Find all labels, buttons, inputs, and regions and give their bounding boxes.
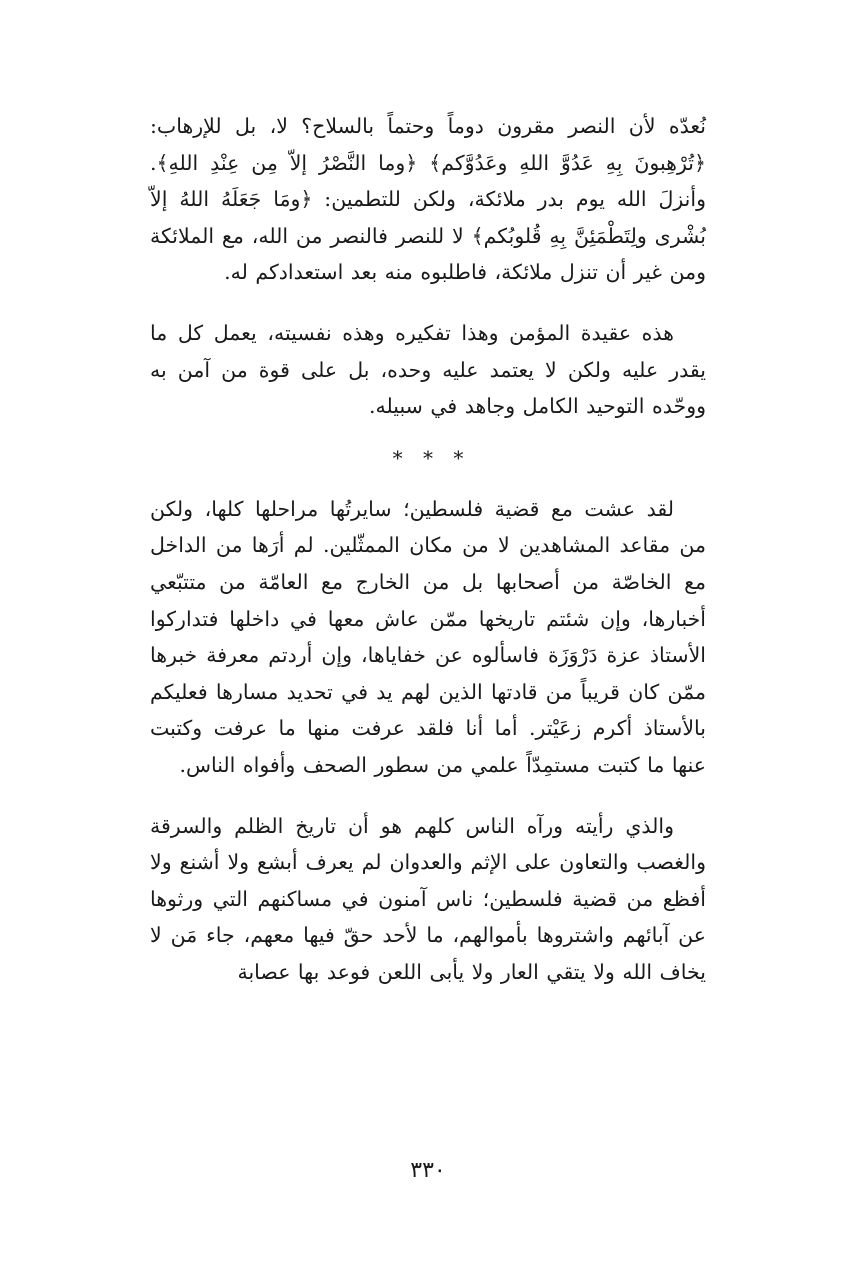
paragraph-4: والذي رأيته ورآه الناس كلهم هو أن تاريخ الظلم والسرقة والغصب والتعاون على الإثم والعدوان لم يعرف أبشع ولا أشنع ولا أفظع من قضية فلسطين؛ ناس آمنون في مساكنهم التي ورثوها عن آبائهم واشتروها بأموالهم، ما لأحد حقّ فيها معهم، جاء مَن لا يخاف الله ولا يتقي العار ولا يأبى اللعن فوعد بها عصابة [150, 813, 706, 984]
page-number: ٣٣٠ [410, 1158, 446, 1183]
paragraph-gap [150, 784, 706, 808]
paragraph-gap [150, 291, 706, 315]
section-separator: * * * [392, 445, 464, 470]
paragraph-3: لقد عشت مع قضية فلسطين؛ سايرتُها مراحلها كلها، ولكن من مقاعد المشاهدين لا من مكان الممثّلين. لم أرَها من الداخل مع الخاصّة من أصحابها بل من الخارج مع العامّة من متتبّعي أخبارها، وإن شئتم تاريخها ممّن عاش معها في داخلها فتداركوا الأستاذ عزة دَرْوَزَة فاسألوه عن خفاياها، وإن أردتم معرفة خبرها ممّن كان قريباً من قادتها الذين لهم يد في تحديد مسارها فعليكم بالأستاذ أكرم زعَيْتر. أما أنا فلقد عرفت منها ما عرفت وكتبت عنها ما كتبت مستمِدّاً علمي من سطور الصحف وأفواه الناس. [150, 496, 706, 777]
page-body [150, 108, 706, 990]
paragraph-1: نُعدّه لأن النصر مقرون دوماً وحتماً بالسلاح؟ لا، بل للإرهاب: ﴿تُرْهِبونَ بِهِ عَدُوَّ اللهِ وعَدُوَّكم﴾ ﴿وما النَّصْرُ إلاّ مِن عِنْدِ اللهِ﴾. وأنزلَ الله يوم بدر ملائكة، ولكن للتطمين: ﴿ومَا جَعَلَهُ اللهُ إلاّ بُشْرى ولِتَطْمَئِنَّ بِهِ قُلوبُكم﴾ لا للنصر فالنصر من الله، مع الملائكة ومن غير أن تنزل ملائكة، فاطلبوه منه بعد استعدادكم له. [150, 114, 706, 285]
paragraph-2: هذه عقيدة المؤمن وهذا تفكيره وهذه نفسيته، يعمل كل ما يقدر عليه ولكن لا يعتمد عليه وحده، بل على قوة من آمن به ووحّده التوحيد الكامل وجاهد في سبيله. [150, 320, 706, 419]
